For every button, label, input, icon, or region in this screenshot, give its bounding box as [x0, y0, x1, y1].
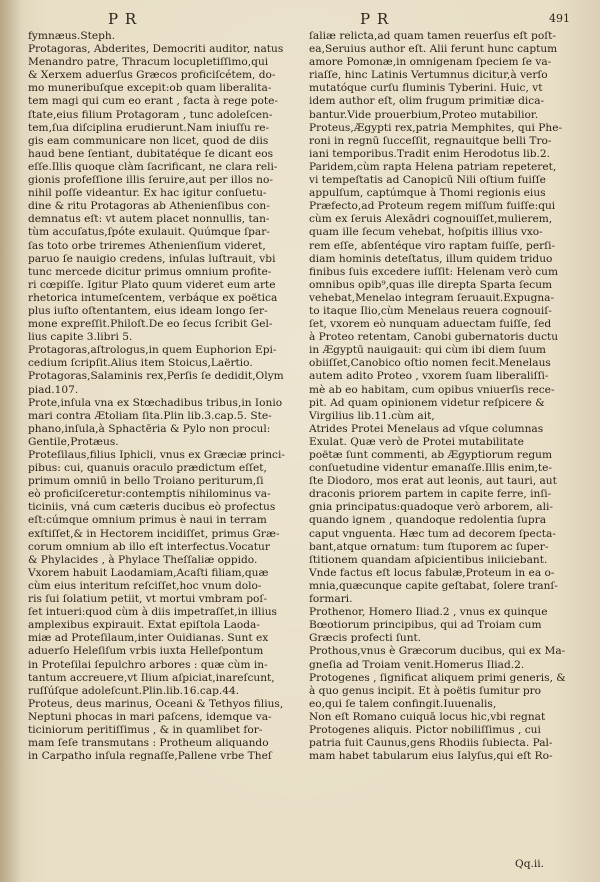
right-column-line: Vnde factus eſt locus fabulæ,Proteum in ea o- — [309, 566, 555, 579]
left-column-line: fymnæus.Steph. — [28, 30, 116, 42]
right-column-line: roni in regnū ſucceſſit, regnauitque belli Tro- — [309, 134, 552, 147]
left-column-line: in Carpatho inſula regnaſſe,Pallene vrbe Theſ — [28, 750, 272, 763]
right-column-line: à Proteo retentam, Canobi gubernatoris ductu — [309, 331, 559, 344]
right-column-line: idem author eſt, olim frugum primitiæ dica- — [309, 95, 545, 108]
right-column-line: autem adito Proteo , vxorem ſuam liberaliſſi- — [309, 370, 549, 383]
right-text-column — [309, 30, 581, 763]
right-column-line: Prothous,vnus è Græcorum ducibus, qui ex Ma- — [309, 645, 566, 658]
left-column-line: lius capite 3.libri 5. — [28, 331, 133, 344]
right-column-line: à quo genus incipit. Et à poëtis ſumitur pro — [309, 684, 542, 697]
left-column-line: paruo ſe nauigio credens, inſulas luſtrauit, vbi — [28, 252, 276, 265]
left-column-line: aduerſo Heleſiſum vrbis iuxta Helleſpontum — [28, 645, 264, 658]
page-gutter-shadow — [0, 0, 22, 882]
right-column-line: Prothenor, Homero Iliad.2 , vnus ex quinque — [309, 606, 548, 619]
left-column-line: cùm eius interitum reſciſſet,hoc vnum dolo- — [28, 579, 262, 592]
left-column-line: Neptuni phocas in mari paſcens, idemque va- — [28, 710, 272, 723]
right-column-line: ea,Seruius author eſt. Alii ferunt hunc captum — [309, 43, 558, 56]
left-column-line: ticiniis, vná cum cæteris ducibus eò profectus — [28, 501, 276, 514]
left-column-line: gionis profeſſione illis ſeruire,aut per illos no- — [28, 174, 273, 187]
running-head-right: P R — [360, 10, 390, 28]
right-column-line: bantur.Vide prouerbium,Proteo mutabilior. — [309, 108, 539, 121]
right-column-line: quam ille ſecum vehebat, hoſpitis illius vxo- — [309, 226, 543, 239]
right-column-line: eo,qui ſe talem confingit.Iuuenalis, — [309, 697, 497, 710]
right-column-line: Paridem,cùm rapta Helena patriam repeteret, — [309, 160, 557, 173]
right-column-line: patria fuit Caunus,gens Rhodiis ſubiecta. Pal- — [309, 737, 553, 750]
left-column-line: corum omnium ab illo eſt interfectus.Vocatur — [28, 540, 270, 553]
signature-mark: Qq.ii. — [515, 858, 544, 870]
left-column-line: mam ſeſe transmutans : Protheum aliquando — [28, 737, 269, 750]
right-column-line: ſtitionem quandam aſpicientibus iniiciebant. — [309, 553, 548, 566]
right-column-line: Bœotiorum principibus, qui ad Troiam cum — [309, 619, 542, 632]
right-column-line: iani temporibus.Tradit enim Herodotus lib.2. — [309, 147, 551, 160]
left-column-line: ſet intueri:quod cùm à diis impetraſſet,in illius — [28, 606, 277, 619]
right-column-line: pit. Ad quam opinionem videtur reſpicere & — [309, 396, 545, 409]
right-column-line: mam habet tabularum eius Ialyſus,qui eſt Ro- — [309, 750, 553, 763]
left-column-line: primum omniū in bello Troiano periturum,ſi — [28, 475, 264, 488]
left-column-line: ris ſui ſolatium petiit, vt mortui vmbram poſ- — [28, 593, 267, 606]
right-column-line: riaſſe, hinc Latinis Vertumnus dicitur,à verſo — [309, 69, 548, 82]
left-column-line: cedium ſcripſit.Alius item Stoicus,Laërtio. — [28, 357, 253, 370]
right-column-line: mnia,quæcunque capite geſtabat, ſolere tranſ- — [309, 579, 558, 592]
right-column-line: to itaque Ilio,cùm Menelaus reuera cognouiſ- — [309, 304, 552, 317]
left-column-line: Protagoras,aſtrologus,in quem Euphorion Epi- — [28, 344, 277, 357]
left-column-line: Gentile,Protæus. — [28, 435, 119, 448]
right-column-line: mutatóque curſu fluminis Tyberini. Huic, vt — [309, 82, 543, 95]
right-column-line: Protogenes aliquis. Pictor nobiliſſimus , cui — [309, 723, 541, 736]
right-column-line: caput vnguenta. Hæc tum ad decorem ſpecta- — [309, 527, 556, 540]
left-column-line: nihil poſſe videantur. Ex hac igitur conſuetu- — [28, 187, 267, 200]
right-column-line: gnia principatus:quadoque verò arborem, ali- — [309, 501, 553, 514]
left-column-line: Protagoras,Salaminis rex,Perſis ſe dedidit,Olym — [28, 370, 284, 383]
left-column-line: ſtate,eius filium Protagoram , tunc adoleſcen- — [28, 108, 273, 121]
right-column-line: formari. — [309, 593, 353, 606]
right-column-line: obiiſſet,Canobico oſtio nomen fecit.Menelaus — [309, 357, 551, 370]
right-column-line: Græcis profecti ſunt. — [309, 632, 422, 645]
right-column-line: diam hominis deteſtatus, illum quidem triduo — [309, 252, 553, 265]
right-column-line: finibus ſuis excedere iuſſit: Helenam verò cum — [309, 265, 559, 278]
right-column-line: mè ab eo habitam, cum opibus vniuerſis rece- — [309, 383, 555, 396]
left-column-line: ruſſúſque adoleſcunt.Plin.lib.16.cap.44. — [28, 684, 240, 697]
right-column-line: ſet, vxorem eò nunquam aduectam fuiſſe, ſed — [309, 318, 552, 331]
right-column-line: ſte Diodoro, mos erat aut leonis, aut tauri, aut — [309, 475, 557, 488]
left-column-line: rhetorica intumeſcentem, verbáque ex poëtica — [28, 291, 278, 304]
left-column-line: mone expreſſit.Philoſt.De eo ſecus ſcribit Gel- — [28, 318, 273, 331]
right-column-line: rem eſſe, abſentéque viro raptam fuiſſe, perſi- — [309, 239, 556, 252]
left-column-line: tantum accreuere,vt Ilium aſpiciat,inareſcunt, — [28, 671, 275, 684]
right-column-line: Non eſt Romano cuiquā locus hic,vbi regnat — [309, 710, 546, 723]
left-column-line: ri cœpiſſe. Igitur Plato quum videret eum arte — [28, 278, 276, 291]
right-column-line: draconis priorem partem in capite ferre, inſi- — [309, 488, 552, 501]
right-column-line: quando ignem , quandoque redolentia ſupra — [309, 514, 547, 527]
left-column-line: piad.107. — [28, 383, 79, 396]
left-column-line: pibus: cui, quanuis oraculo prædictum eſſet, — [28, 462, 267, 475]
left-column-line: tunc mercede dicitur primus omnium profite- — [28, 265, 272, 278]
right-column-line: appulſum, captúmque à Thomi regionis eius — [309, 187, 546, 200]
left-column-line: tùm accuſatus,ſpóte exulauit. Quúmque ſpar- — [28, 226, 270, 239]
left-column-line: dine & ritu Protagoras ab Athenienſibus con- — [28, 200, 270, 213]
left-column-line: tem magi qui cum eo erant , facta à rege pote- — [28, 95, 279, 108]
left-column-line: Proteus, deus marinus, Oceani & Tethyos filius, — [28, 697, 284, 710]
running-head-left: P R — [108, 10, 138, 28]
left-column-line: ſas toto orbe triremes Athenienſium videret, — [28, 239, 266, 252]
left-column-line: in Proteſilai ſepulchro arbores : quæ cùm in- — [28, 658, 268, 671]
left-column-line: Proteſilaus,filius Iphicli, vnus ex Græciæ princi- — [28, 449, 285, 461]
left-column-line: ticiniorum peritiſſimus , & in quamlibet for- — [28, 723, 263, 736]
right-column-line: gneſia ad Troiam venit.Homerus Iliad.2. — [309, 658, 525, 671]
right-column-line: in Ægyptū nauigauit: qui cùm ibi diem ſuum — [309, 344, 546, 357]
right-column-line: ſaliæ relicta,ad quam tamen reuerſus eſt poſt- — [309, 30, 556, 42]
right-column-line: Atrides Protei Menelaus ad vſque columnas — [309, 422, 544, 435]
right-column-line: Proteus,Ægypti rex,patria Memphites, qui Phe- — [309, 121, 563, 134]
left-column-line: haud bene ſentiant, dubitatéque ſe dicant eos — [28, 147, 274, 160]
left-column-line: amplexibus expirauit. Extat epiſtola Laoda- — [28, 619, 260, 632]
left-column-line: mari contra Ætoliam ſita.Plin lib.3.cap.5. Ste- — [28, 409, 272, 422]
left-column-line: eſſe.Illis quoque clàm ſacrificant, ne clara reli- — [28, 160, 278, 173]
page-number: 491 — [549, 12, 570, 25]
left-column-line: exſtiſſet,& in Hectorem incidiſſet, primus Græ- — [28, 527, 280, 540]
left-column-line: Protagoras, Abderites, Democriti auditor, natus — [28, 43, 284, 56]
right-column-line: amore Pomonæ,in omnigenam ſpeciem ſe va- — [309, 56, 552, 69]
right-column-line: poëtæ ſunt commenti, ab Ægyptiorum regum — [309, 449, 552, 461]
right-column-line: omnibus opib⁹,quas ille direpta Sparta ſecum — [309, 278, 553, 291]
left-column-line: eò proficiſceretur:contemptis nihilominus va- — [28, 488, 271, 501]
right-column-line: Exulat. Quæ verò de Protei mutabilitate — [309, 435, 524, 448]
left-column-line: plus iuſto oſtentantem, eius ideam longo ſer- — [28, 304, 268, 317]
left-column-line: Vxorem habuit Laodamiam,Acaſti filiam,quæ — [28, 566, 269, 579]
right-column-line: Virgilius lib.11.cùm ait, — [309, 409, 435, 422]
left-column-line: mo muneribuſque excepit:ob quam liberalita- — [28, 82, 272, 95]
left-column-line: Prote,inſula vna ex Stœchadibus tribus,in Ionio — [28, 396, 283, 409]
right-column-line: vehebat,Menelao integram ſeruauit.Expugna- — [309, 291, 555, 304]
right-column-line: conſuetudine videntur emanaſſe.Illis enim,te- — [309, 462, 553, 475]
left-column-line: gis eam communicare non licet, quod de diis — [28, 134, 269, 147]
right-column-line: cùm ex ſeruis Alexādri cognouiſſet,mulierem, — [309, 213, 553, 226]
left-column-line: phano,inſula,à Sphactēria & Pylo non procul: — [28, 422, 271, 435]
right-column-line: Præfecto,ad Proteum regem miſſum fuiſſe:qui — [309, 200, 556, 213]
left-column-line: Menandro patre, Thracum locupletiſſimo,qui — [28, 56, 269, 69]
left-column-line: miæ ad Proteſilaum,inter Ouidianas. Sunt ex — [28, 632, 269, 645]
right-column-line: Protogenes , ſignificat aliquem primi generis, & — [309, 671, 566, 684]
left-column-line: & Phylacides , à Phylace Theſſaliæ oppido. — [28, 553, 258, 566]
page-header — [0, 10, 600, 32]
left-column-line: tem,ſua diſciplina erudierunt.Nam iniuſſu re- — [28, 121, 270, 134]
left-column-line: demnatus eſt: vt autem placet nonnullis, tan- — [28, 213, 270, 226]
left-text-column — [28, 30, 298, 763]
right-column-line: vi tempeſtatis ad Canopicū Nili oſtium fuiſſe — [309, 174, 546, 187]
left-column-line: & Xerxem aduerſus Græcos proficiſcétem, do- — [28, 69, 276, 82]
right-column-line: bant,atque ornatum: tum ſtuporem ac ſuper- — [309, 540, 549, 553]
left-column-line: eſt:cúmque omnium primus è naui in terram — [28, 514, 267, 527]
